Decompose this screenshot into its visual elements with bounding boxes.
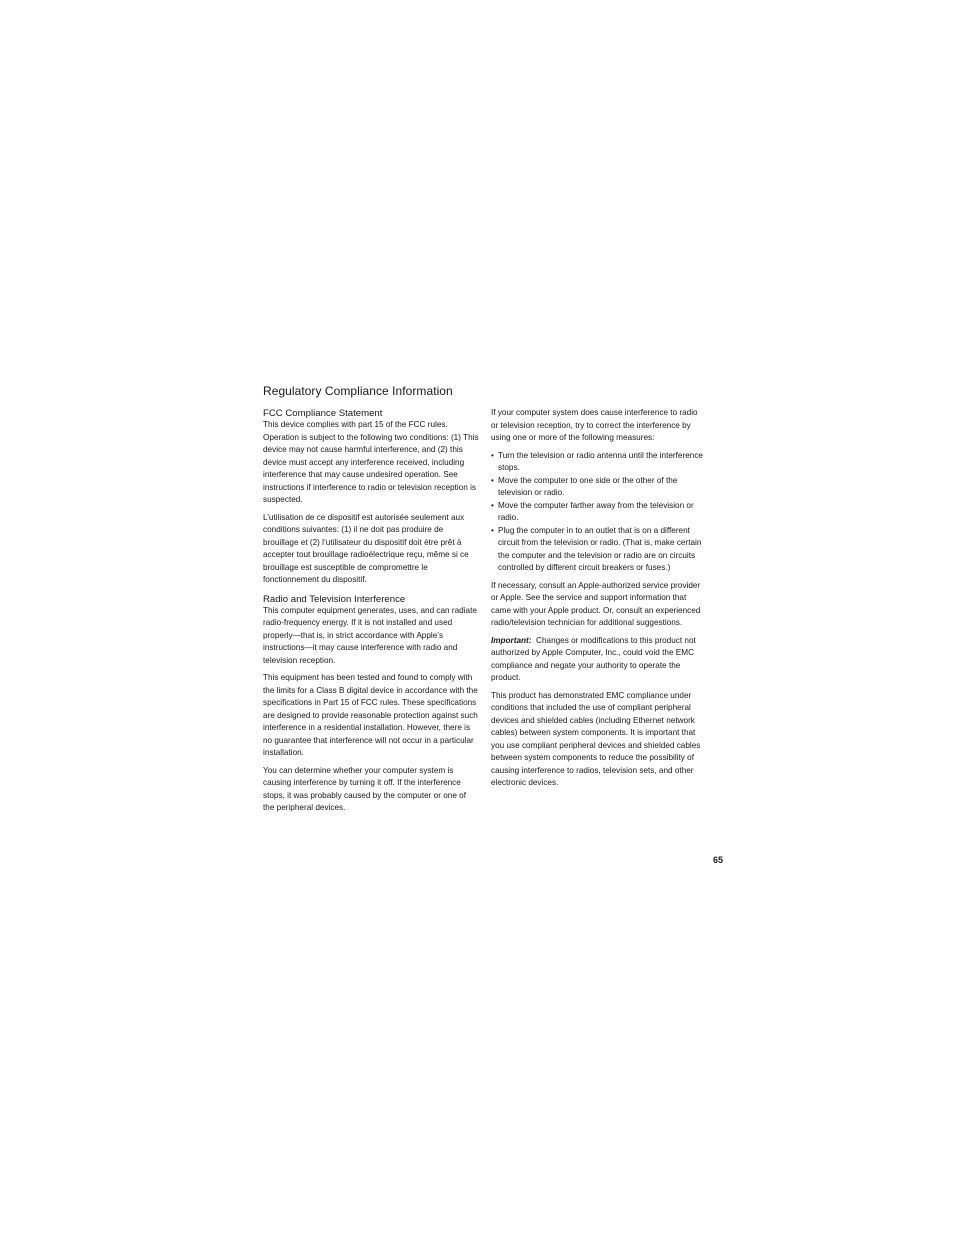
radio-tv-heading: Radio and Television Interference — [263, 593, 406, 605]
fcc-french-paragraph: L’utilisation de ce dispositif est autorisée seulement aux conditions suivantes: (1) il ne doit pas produire de brouillage et (2) l’utilisateur du dispositif doit étre prêt à accepter tout brouillage radioélectrique reçu, même si ce brouillage est susceptible de compromettre le fonctionnement du dispositif. — [263, 512, 469, 584]
measures-list — [491, 450, 707, 575]
radio-tv-paragraph: You can determine whether your computer system is causing interference by turning it off. If the interference stops, it was probably caused by the computer or one of the peripheral devices. — [263, 765, 466, 812]
list-item: • Plug the computer in to an outlet that is on a different circuit from the television or radio. (That is, make certain the computer and the television or radio are on circuits controlled by different circuit breakers or fuses.) — [491, 525, 707, 575]
left-column — [263, 407, 479, 820]
list-item: • Move the computer farther away from the television or radio. — [491, 500, 707, 525]
list-item: • Turn the television or radio antenna until the interference stops. — [491, 450, 707, 475]
important-label: Important: — [491, 635, 532, 645]
interference-intro: If your computer system does cause interference to radio or television reception, try to correct the interference by using one or more of the following measures: — [491, 408, 698, 442]
right-column — [491, 407, 707, 795]
radio-tv-paragraph: This equipment has been tested and found to comply with the limits for a Class B digital device in accordance with the specifications in Part 15 of FCC rules. These specifications are designed to provide reasonable protection against such interference in a residential installation. However, there is no guarantee that interference will not occur in a particular installation. — [263, 673, 478, 757]
fcc-heading: FCC Compliance Statement — [263, 408, 383, 419]
important-text: Changes or modifications to this product not authorized by Apple Computer, Inc., could void the EMC compliance and negate your authority to operate the product. — [491, 635, 696, 682]
emc-paragraph: This product has demonstrated EMC compliance under conditions that included the use of compliant peripheral devices and shielded cables (including Ethernet network cables) between system components. It is important that you use compliant peripheral devices and shielded cables between system components to reduce the possibility of causing interference to radios, television sets, and other electronic devices. — [491, 690, 701, 787]
page-title: Regulatory Compliance Information — [263, 384, 453, 398]
fcc-paragraph: This device complies with part 15 of the FCC rules. Operation is subject to the following two conditions: (1) This device may not cause harmful interference, and (2) this device must accept any interference received, including interference that may cause undesired operation. See instructions if interference to radio or television reception is suspected. — [263, 420, 479, 504]
page-number: 65 — [713, 855, 724, 865]
important-paragraph — [491, 635, 707, 685]
radio-tv-paragraph: This computer equipment generates, uses, and can radiate radio-frequency energy. If it is not installed and used properly—that is, in strict accordance with Apple’s instructions—it may cause interference with radio and television reception. — [263, 605, 477, 665]
consult-paragraph: If necessary, consult an Apple-authorized service provider or Apple. See the service and support information that came with your Apple product. Or, consult an experienced radio/television technician for additional suggestions. — [491, 580, 701, 627]
list-item: • Move the computer to one side or the other of the television or radio. — [491, 475, 707, 500]
